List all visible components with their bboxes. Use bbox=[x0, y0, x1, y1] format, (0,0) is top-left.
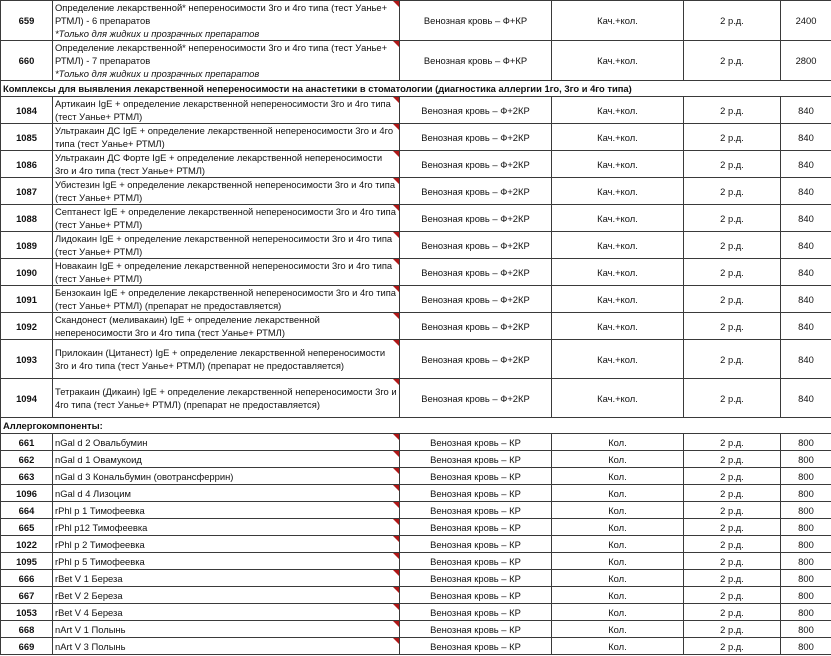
term-cell[interactable]: 2 р.д. bbox=[684, 205, 781, 232]
test-name: nGal d 3 Кональбумин (овотрансферрин) bbox=[55, 470, 234, 482]
method-cell[interactable]: Кол. bbox=[552, 570, 684, 587]
test-name: rPhl p12 Тимофеевка bbox=[55, 521, 148, 533]
price-list-body bbox=[1, 1, 831, 655]
table-row[interactable] bbox=[1, 536, 831, 553]
comment-marker-icon[interactable] bbox=[393, 553, 399, 559]
code-cell[interactable]: 1092 bbox=[1, 313, 53, 340]
price-cell[interactable]: 800 bbox=[781, 485, 831, 502]
method-cell[interactable]: Кач.+кол. bbox=[552, 340, 684, 379]
code-cell[interactable]: 667 bbox=[1, 587, 53, 604]
comment-marker-icon[interactable] bbox=[393, 451, 399, 457]
material-cell[interactable]: Венозная кровь – КР bbox=[400, 468, 552, 485]
material-cell[interactable]: Венозная кровь – Ф+2КР bbox=[400, 151, 552, 178]
method-cell[interactable]: Кач.+кол. bbox=[552, 259, 684, 286]
code-cell[interactable]: 661 bbox=[1, 434, 53, 451]
material-cell[interactable]: Венозная кровь – КР bbox=[400, 638, 552, 655]
material-cell[interactable]: Венозная кровь – КР bbox=[400, 434, 552, 451]
test-name: Ультракаин ДС Форте IgE + определение лекарственной непереносимости 3го и 4го типа (тест Уанье+ РТМЛ) bbox=[55, 152, 383, 176]
code-cell[interactable]: 665 bbox=[1, 519, 53, 536]
name-cell[interactable] bbox=[53, 451, 400, 468]
material-cell[interactable]: Венозная кровь – Ф+2КР bbox=[400, 313, 552, 340]
code-cell[interactable]: 1096 bbox=[1, 485, 53, 502]
name-cell[interactable] bbox=[53, 587, 400, 604]
name-cell[interactable] bbox=[53, 178, 400, 205]
table-row[interactable] bbox=[1, 604, 831, 621]
code-cell[interactable]: 663 bbox=[1, 468, 53, 485]
price-cell[interactable]: 840 bbox=[781, 178, 831, 205]
test-name: Бензокаин IgE + определение лекарственной непереносимости 3го и 4го типа (тест Уанье+ РТМЛ) (препарат не предоставляется) bbox=[55, 287, 397, 311]
name-cell[interactable] bbox=[53, 97, 400, 124]
price-cell[interactable]: 800 bbox=[781, 451, 831, 468]
material-cell[interactable]: Венозная кровь – Ф+КР bbox=[400, 1, 552, 41]
table-row[interactable] bbox=[1, 553, 831, 570]
table-row[interactable] bbox=[1, 259, 831, 286]
test-name: Убистезин IgE + определение лекарственной непереносимости 3го и 4го типа (тест Уанье+ РТМЛ) bbox=[55, 179, 396, 203]
method-cell[interactable]: Кач.+кол. bbox=[552, 313, 684, 340]
material-cell[interactable]: Венозная кровь – Ф+2КР bbox=[400, 340, 552, 379]
material-cell[interactable]: Венозная кровь – Ф+2КР bbox=[400, 379, 552, 418]
test-name: rPhl p 5 Тимофеевка bbox=[55, 555, 145, 567]
name-cell[interactable] bbox=[53, 313, 400, 340]
test-name: Скандонест (меливакаин) IgE + определение лекарственной непереносимости 3го и 4го типа (тест Уанье+ РТМЛ) bbox=[55, 314, 320, 338]
method-cell[interactable]: Кач.+кол. bbox=[552, 205, 684, 232]
comment-marker-icon[interactable] bbox=[393, 340, 399, 346]
method-cell[interactable]: Кач.+кол. bbox=[552, 124, 684, 151]
method-cell[interactable]: Кач.+кол. bbox=[552, 232, 684, 259]
name-cell[interactable] bbox=[53, 638, 400, 655]
table-row[interactable] bbox=[1, 151, 831, 178]
table-row[interactable] bbox=[1, 638, 831, 655]
code-cell[interactable]: 1053 bbox=[1, 604, 53, 621]
comment-marker-icon[interactable] bbox=[393, 1, 399, 7]
method-cell[interactable]: Кол. bbox=[552, 485, 684, 502]
test-name: Лидокаин IgE + определение лекарственной непереносимости 3го и 4го типа (тест Уанье+ РТМЛ) bbox=[55, 233, 393, 257]
price-cell[interactable]: 800 bbox=[781, 587, 831, 604]
test-name: rBet V 4 Береза bbox=[55, 606, 123, 618]
method-cell[interactable]: Кол. bbox=[552, 553, 684, 570]
test-name: Артикаин IgE + определение лекарственной непереносимости 3го и 4го типа (тест Уанье+ РТМЛ) bbox=[55, 98, 391, 122]
price-cell[interactable]: 800 bbox=[781, 536, 831, 553]
method-cell[interactable]: Кол. bbox=[552, 638, 684, 655]
test-name: nGal d 1 Овамукоид bbox=[55, 453, 142, 465]
name-cell[interactable] bbox=[53, 41, 400, 81]
code-cell[interactable]: 1093 bbox=[1, 340, 53, 379]
name-cell[interactable] bbox=[53, 536, 400, 553]
material-cell[interactable]: Венозная кровь – Ф+КР bbox=[400, 41, 552, 81]
name-cell[interactable] bbox=[53, 553, 400, 570]
material-cell[interactable]: Венозная кровь – Ф+2КР bbox=[400, 205, 552, 232]
name-cell[interactable] bbox=[53, 286, 400, 313]
test-name: Ультракаин ДС IgE + определение лекарственной непереносимости 3го и 4го типа (тест Уанье+ РТМЛ) bbox=[55, 125, 394, 149]
code-cell[interactable]: 1022 bbox=[1, 536, 53, 553]
code-cell[interactable]: 659 bbox=[1, 1, 53, 41]
comment-marker-icon[interactable] bbox=[393, 519, 399, 525]
method-cell[interactable]: Кол. bbox=[552, 587, 684, 604]
comment-marker-icon[interactable] bbox=[393, 232, 399, 238]
test-name: rBet V 2 Береза bbox=[55, 589, 123, 601]
material-cell[interactable]: Венозная кровь – КР bbox=[400, 502, 552, 519]
code-cell[interactable]: 668 bbox=[1, 621, 53, 638]
name-cell[interactable] bbox=[53, 340, 400, 379]
price-cell[interactable]: 840 bbox=[781, 124, 831, 151]
comment-marker-icon[interactable] bbox=[393, 124, 399, 130]
material-cell[interactable]: Венозная кровь – КР bbox=[400, 570, 552, 587]
price-cell[interactable]: 800 bbox=[781, 434, 831, 451]
name-cell[interactable] bbox=[53, 468, 400, 485]
test-name: nArt V 1 Полынь bbox=[55, 623, 126, 635]
test-name: Определение лекарственной* непереносимости 3го и 4го типа (тест Уанье+ РТМЛ) - 7 препаратов bbox=[55, 42, 388, 66]
term-cell[interactable]: 2 р.д. bbox=[684, 379, 781, 418]
comment-marker-icon[interactable] bbox=[393, 434, 399, 440]
test-name: Септанест IgE + определение лекарственной непереносимости 3го и 4го типа (тест Уанье+ РТМЛ) bbox=[55, 206, 396, 230]
name-cell[interactable] bbox=[53, 485, 400, 502]
name-cell[interactable] bbox=[53, 151, 400, 178]
material-cell[interactable]: Венозная кровь – КР bbox=[400, 536, 552, 553]
comment-marker-icon[interactable] bbox=[393, 286, 399, 292]
term-cell[interactable]: 2 р.д. bbox=[684, 340, 781, 379]
code-cell[interactable]: 666 bbox=[1, 570, 53, 587]
code-cell[interactable]: 669 bbox=[1, 638, 53, 655]
price-cell[interactable]: 840 bbox=[781, 286, 831, 313]
method-cell[interactable]: Кол. bbox=[552, 604, 684, 621]
name-cell[interactable] bbox=[53, 604, 400, 621]
code-cell[interactable]: 1095 bbox=[1, 553, 53, 570]
price-cell[interactable]: 840 bbox=[781, 340, 831, 379]
comment-marker-icon[interactable] bbox=[393, 313, 399, 319]
term-cell[interactable]: 2 р.д. bbox=[684, 536, 781, 553]
material-cell[interactable]: Венозная кровь – КР bbox=[400, 587, 552, 604]
method-cell[interactable]: Кол. bbox=[552, 468, 684, 485]
code-cell[interactable]: 660 bbox=[1, 41, 53, 81]
comment-marker-icon[interactable] bbox=[393, 41, 399, 47]
name-cell[interactable] bbox=[53, 502, 400, 519]
name-cell[interactable] bbox=[53, 621, 400, 638]
material-cell[interactable]: Венозная кровь – КР bbox=[400, 519, 552, 536]
price-cell[interactable]: 800 bbox=[781, 519, 831, 536]
comment-marker-icon[interactable] bbox=[393, 178, 399, 184]
comment-marker-icon[interactable] bbox=[393, 502, 399, 508]
price-cell[interactable]: 2800 bbox=[781, 41, 831, 81]
price-cell[interactable]: 840 bbox=[781, 313, 831, 340]
method-cell[interactable]: Кол. bbox=[552, 502, 684, 519]
term-cell[interactable]: 2 р.д. bbox=[684, 468, 781, 485]
material-cell[interactable]: Венозная кровь – КР bbox=[400, 451, 552, 468]
name-cell[interactable] bbox=[53, 124, 400, 151]
name-cell[interactable] bbox=[53, 570, 400, 587]
comment-marker-icon[interactable] bbox=[393, 259, 399, 265]
material-cell[interactable]: Венозная кровь – КР bbox=[400, 485, 552, 502]
method-cell[interactable]: Кач.+кол. bbox=[552, 178, 684, 205]
test-name: rPhl p 1 Тимофеевка bbox=[55, 504, 145, 516]
table-row[interactable] bbox=[1, 519, 831, 536]
price-cell[interactable]: 800 bbox=[781, 570, 831, 587]
table-row[interactable] bbox=[1, 205, 831, 232]
comment-marker-icon[interactable] bbox=[393, 587, 399, 593]
name-cell[interactable] bbox=[53, 232, 400, 259]
term-cell[interactable]: 2 р.д. bbox=[684, 485, 781, 502]
term-cell[interactable]: 2 р.д. bbox=[684, 502, 781, 519]
term-cell[interactable]: 2 р.д. bbox=[684, 1, 781, 41]
price-cell[interactable]: 800 bbox=[781, 638, 831, 655]
table-row[interactable] bbox=[1, 232, 831, 259]
table-row[interactable] bbox=[1, 178, 831, 205]
method-cell[interactable]: Кол. bbox=[552, 519, 684, 536]
test-note: *Только для жидких и прозрачных препаратов bbox=[55, 28, 260, 39]
table-row[interactable] bbox=[1, 434, 831, 451]
term-cell[interactable]: 2 р.д. bbox=[684, 259, 781, 286]
table-row[interactable] bbox=[1, 286, 831, 313]
table-row[interactable] bbox=[1, 41, 831, 81]
material-cell[interactable]: Венозная кровь – Ф+2КР bbox=[400, 97, 552, 124]
price-cell[interactable]: 800 bbox=[781, 502, 831, 519]
test-name: rBet V 1 Береза bbox=[55, 572, 123, 584]
comment-marker-icon[interactable] bbox=[393, 604, 399, 610]
name-cell[interactable] bbox=[53, 379, 400, 418]
test-name: Новакаин IgE + определение лекарственной непереносимости 3го и 4го типа (тест Уанье+ РТМЛ) bbox=[55, 260, 393, 284]
price-cell[interactable]: 840 bbox=[781, 379, 831, 418]
comment-marker-icon[interactable] bbox=[393, 205, 399, 211]
material-cell[interactable]: Венозная кровь – Ф+2КР bbox=[400, 286, 552, 313]
table-row[interactable] bbox=[1, 340, 831, 379]
code-cell[interactable]: 1094 bbox=[1, 379, 53, 418]
code-cell[interactable]: 662 bbox=[1, 451, 53, 468]
term-cell[interactable]: 2 р.д. bbox=[684, 553, 781, 570]
table-row[interactable] bbox=[1, 97, 831, 124]
code-cell[interactable]: 664 bbox=[1, 502, 53, 519]
comment-marker-icon[interactable] bbox=[393, 485, 399, 491]
comment-marker-icon[interactable] bbox=[393, 570, 399, 576]
comment-marker-icon[interactable] bbox=[393, 97, 399, 103]
term-cell[interactable]: 2 р.д. bbox=[684, 519, 781, 536]
term-cell[interactable]: 2 р.д. bbox=[684, 41, 781, 81]
term-cell[interactable]: 2 р.д. bbox=[684, 434, 781, 451]
method-cell[interactable]: Кач.+кол. bbox=[552, 97, 684, 124]
table-row[interactable] bbox=[1, 502, 831, 519]
material-cell[interactable]: Венозная кровь – Ф+2КР bbox=[400, 124, 552, 151]
material-cell[interactable]: Венозная кровь – Ф+2КР bbox=[400, 178, 552, 205]
price-cell[interactable]: 2400 bbox=[781, 1, 831, 41]
term-cell[interactable]: 2 р.д. bbox=[684, 621, 781, 638]
method-cell[interactable]: Кач.+кол. bbox=[552, 379, 684, 418]
term-cell[interactable]: 2 р.д. bbox=[684, 638, 781, 655]
code-cell[interactable]: 1089 bbox=[1, 232, 53, 259]
term-cell[interactable]: 2 р.д. bbox=[684, 286, 781, 313]
test-name: nGal d 2 Овальбумин bbox=[55, 436, 148, 448]
code-cell[interactable]: 1084 bbox=[1, 97, 53, 124]
test-name: Тетракаин (Дикаин) IgE + определение лекарственной непереносимости 3го и 4го типа (тест Уанье+ РТМЛ) (препарат не предоставляется) bbox=[55, 386, 397, 410]
code-cell[interactable]: 1090 bbox=[1, 259, 53, 286]
term-cell[interactable]: 2 р.д. bbox=[684, 151, 781, 178]
term-cell[interactable]: 2 р.д. bbox=[684, 451, 781, 468]
test-name: Прилокаин (Цитанест) IgE + определение лекарственной непереносимости 3го и 4го типа (тест Уанье+ РТМЛ) (препарат не предоставляется) bbox=[55, 347, 386, 371]
section-row bbox=[1, 81, 831, 97]
material-cell[interactable]: Венозная кровь – Ф+2КР bbox=[400, 259, 552, 286]
table-row[interactable] bbox=[1, 570, 831, 587]
material-cell[interactable]: Венозная кровь – Ф+2КР bbox=[400, 232, 552, 259]
material-cell[interactable]: Венозная кровь – КР bbox=[400, 604, 552, 621]
table-row[interactable] bbox=[1, 587, 831, 604]
test-note: *Только для жидких и прозрачных препаратов bbox=[55, 68, 260, 79]
test-name: rPhl p 2 Тимофеевка bbox=[55, 538, 145, 550]
price-cell[interactable]: 800 bbox=[781, 553, 831, 570]
comment-marker-icon[interactable] bbox=[393, 536, 399, 542]
term-cell[interactable]: 2 р.д. bbox=[684, 178, 781, 205]
term-cell[interactable]: 2 р.д. bbox=[684, 232, 781, 259]
section-heading-anesthetics: Комплексы для выявления лекарственной непереносимости на анастетики в стоматологии (диагностика аллергии 1го, 3го и 4го типа) bbox=[1, 81, 831, 97]
name-cell[interactable] bbox=[53, 434, 400, 451]
price-cell[interactable]: 840 bbox=[781, 97, 831, 124]
method-cell[interactable]: Кол. bbox=[552, 451, 684, 468]
term-cell[interactable]: 2 р.д. bbox=[684, 604, 781, 621]
method-cell[interactable]: Кол. bbox=[552, 621, 684, 638]
code-cell[interactable]: 1086 bbox=[1, 151, 53, 178]
table-row[interactable] bbox=[1, 1, 831, 41]
test-name: nGal d 4 Лизоцим bbox=[55, 487, 131, 499]
table-row[interactable] bbox=[1, 313, 831, 340]
method-cell[interactable]: Кач.+кол. bbox=[552, 41, 684, 81]
price-cell[interactable]: 840 bbox=[781, 232, 831, 259]
term-cell[interactable]: 2 р.д. bbox=[684, 570, 781, 587]
comment-marker-icon[interactable] bbox=[393, 379, 399, 385]
method-cell[interactable]: Кол. bbox=[552, 434, 684, 451]
name-cell[interactable] bbox=[53, 205, 400, 232]
material-cell[interactable]: Венозная кровь – КР bbox=[400, 553, 552, 570]
method-cell[interactable]: Кол. bbox=[552, 536, 684, 553]
section-row bbox=[1, 418, 831, 434]
comment-marker-icon[interactable] bbox=[393, 468, 399, 474]
table-row[interactable] bbox=[1, 468, 831, 485]
comment-marker-icon[interactable] bbox=[393, 638, 399, 644]
term-cell[interactable]: 2 р.д. bbox=[684, 587, 781, 604]
table-row[interactable] bbox=[1, 451, 831, 468]
term-cell[interactable]: 2 р.д. bbox=[684, 313, 781, 340]
price-cell[interactable]: 800 bbox=[781, 468, 831, 485]
method-cell[interactable]: Кач.+кол. bbox=[552, 1, 684, 41]
method-cell[interactable]: Кач.+кол. bbox=[552, 286, 684, 313]
table-row[interactable] bbox=[1, 485, 831, 502]
name-cell[interactable] bbox=[53, 1, 400, 41]
code-cell[interactable]: 1091 bbox=[1, 286, 53, 313]
price-cell[interactable]: 840 bbox=[781, 151, 831, 178]
term-cell[interactable]: 2 р.д. bbox=[684, 124, 781, 151]
price-cell[interactable]: 800 bbox=[781, 621, 831, 638]
test-name: Определение лекарственной* непереносимости 3го и 4го типа (тест Уанье+ РТМЛ) - 6 препаратов bbox=[55, 2, 388, 26]
test-name: nArt V 3 Полынь bbox=[55, 640, 126, 652]
name-cell[interactable] bbox=[53, 519, 400, 536]
material-cell[interactable]: Венозная кровь – КР bbox=[400, 621, 552, 638]
name-cell[interactable] bbox=[53, 259, 400, 286]
comment-marker-icon[interactable] bbox=[393, 621, 399, 627]
code-cell[interactable]: 1085 bbox=[1, 124, 53, 151]
price-cell[interactable]: 800 bbox=[781, 604, 831, 621]
term-cell[interactable]: 2 р.д. bbox=[684, 97, 781, 124]
table-row[interactable] bbox=[1, 379, 831, 418]
section-heading-allergocomponents: Аллергокомпоненты: bbox=[1, 418, 831, 434]
code-cell[interactable]: 1088 bbox=[1, 205, 53, 232]
table-row[interactable] bbox=[1, 621, 831, 638]
comment-marker-icon[interactable] bbox=[393, 151, 399, 157]
method-cell[interactable]: Кач.+кол. bbox=[552, 151, 684, 178]
table-row[interactable] bbox=[1, 124, 831, 151]
code-cell[interactable]: 1087 bbox=[1, 178, 53, 205]
price-cell[interactable]: 840 bbox=[781, 205, 831, 232]
price-cell[interactable]: 840 bbox=[781, 259, 831, 286]
